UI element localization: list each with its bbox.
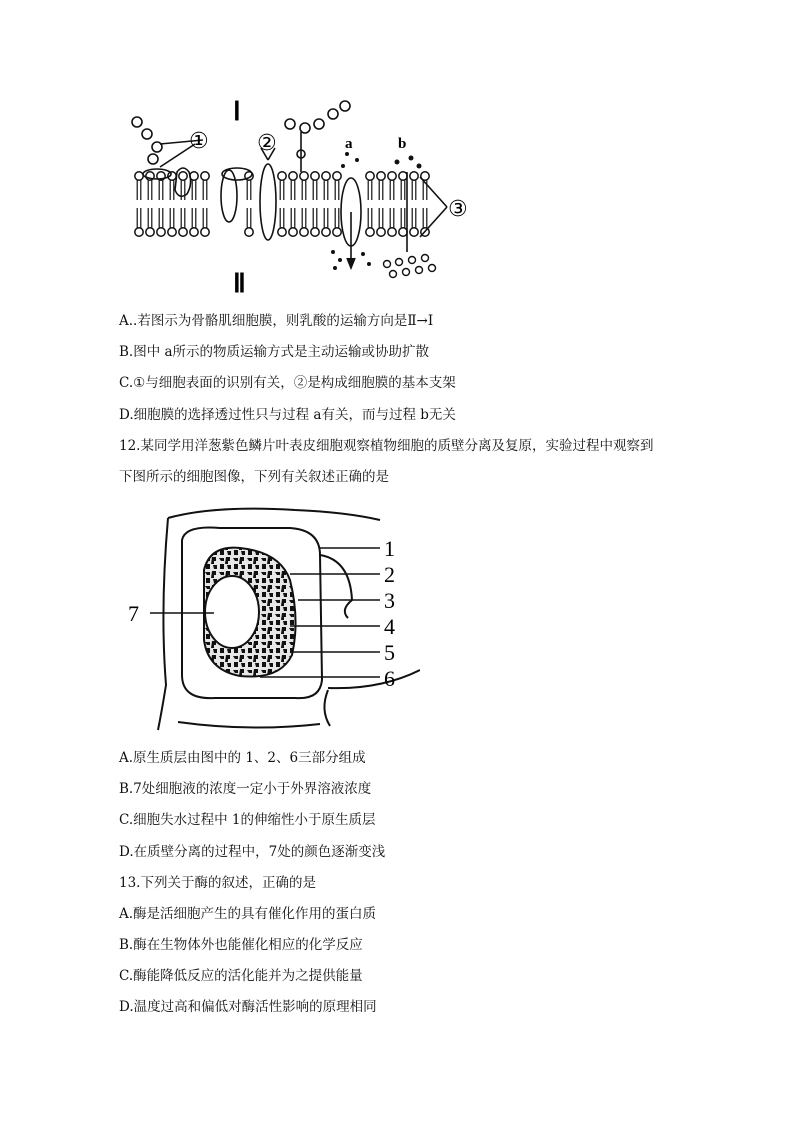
phospholipid-head [278,172,286,180]
phospholipid-head [179,228,187,236]
q11-option-a: A..若图示为骨骼肌细胞膜，则乳酸的运输方向是Ⅱ→Ⅰ [119,313,434,329]
phospholipid-head [300,228,308,236]
q12-option-d: D.在质壁分离的过程中，7处的颜色逐渐变浅 [119,844,386,860]
phospholipid-head [322,228,330,236]
phospholipid-head [168,228,176,236]
q11-option-d: D.细胞膜的选择透过性只与过程 a有关，而与过程 b无关 [119,407,456,423]
phospholipid-head [245,228,253,236]
q13-option-a: A.酶是活细胞产生的具有催化作用的蛋白质 [119,906,377,922]
label-side-II: Ⅱ [233,269,246,297]
phospholipid-head [377,228,385,236]
phospholipid-head [300,172,308,180]
cell-label-1: 1 [384,536,395,561]
marker-2: ② [257,131,277,156]
cell-label-7: 7 [128,601,139,626]
label-a: a [345,136,353,152]
phospholipid-head [289,228,297,236]
plasmolysis-cell-diagram [120,500,420,735]
phospholipid-head [289,172,297,180]
phospholipid-head [388,228,396,236]
q12-option-c: C.细胞失水过程中 1的伸缩性小于原生质层 [119,812,376,828]
phospholipid-head [399,228,407,236]
q13-option-d: D.温度过高和偏低对酶活性影响的原理相同 [119,999,377,1015]
cell-label-5: 5 [384,640,395,665]
cell-label-2: 2 [384,562,395,587]
cell-label-6: 6 [384,666,395,691]
phospholipid-head [366,172,374,180]
cell-label-3: 3 [384,588,395,613]
q12-stem-line2: 下图所示的细胞图像，下列有关叙述正确的是 [119,469,389,485]
phospholipid-head [190,228,198,236]
phospholipid-head [333,172,341,180]
phospholipid-head [157,228,165,236]
q12-option-a: A.原生质层由图中的 1、2、6三部分组成 [119,750,366,766]
q12-stem-line1: 12.某同学用洋葱紫色鳞片叶表皮细胞观察植物细胞的质壁分离及复原，实验过程中观察到 [119,438,654,454]
marker-3: ③ [448,197,468,222]
phospholipid-head [399,172,407,180]
q12-option-b: B.7处细胞液的浓度一定小于外界溶液浓度 [119,781,372,797]
marker-1: ① [189,129,209,154]
label-side-I: Ⅰ [233,97,241,126]
phospholipid-head [410,172,418,180]
phospholipid-head [388,172,396,180]
label-b: b [398,136,407,152]
phospholipid-head [366,228,374,236]
membrane-diagram [125,92,485,297]
phospholipid-head [135,228,143,236]
phospholipid-head [333,228,341,236]
phospholipid-head [278,228,286,236]
phospholipid-head [322,172,330,180]
cell-label-4: 4 [384,614,395,639]
phospholipid-head [146,228,154,236]
phospholipid-head [377,172,385,180]
q13-stem: 13.下列关于酶的叙述，正确的是 [119,875,316,891]
q13-option-c: C.酶能降低反应的活化能并为之提供能量 [119,968,363,984]
phospholipid-head [201,228,209,236]
q11-option-c: C.①与细胞表面的识别有关，②是构成细胞膜的基本支架 [119,375,456,391]
phospholipid-head [311,172,319,180]
phospholipid-head [201,172,209,180]
phospholipid-head [410,228,418,236]
phospholipid-head [179,172,187,180]
q13-option-b: B.酶在生物体外也能催化相应的化学反应 [119,937,363,953]
phospholipid-head [135,172,143,180]
phospholipid-bilayer [135,172,429,236]
phospholipid-head [311,228,319,236]
q11-option-b: B.图中 a所示的物质运输方式是主动运输或协助扩散 [119,344,430,360]
